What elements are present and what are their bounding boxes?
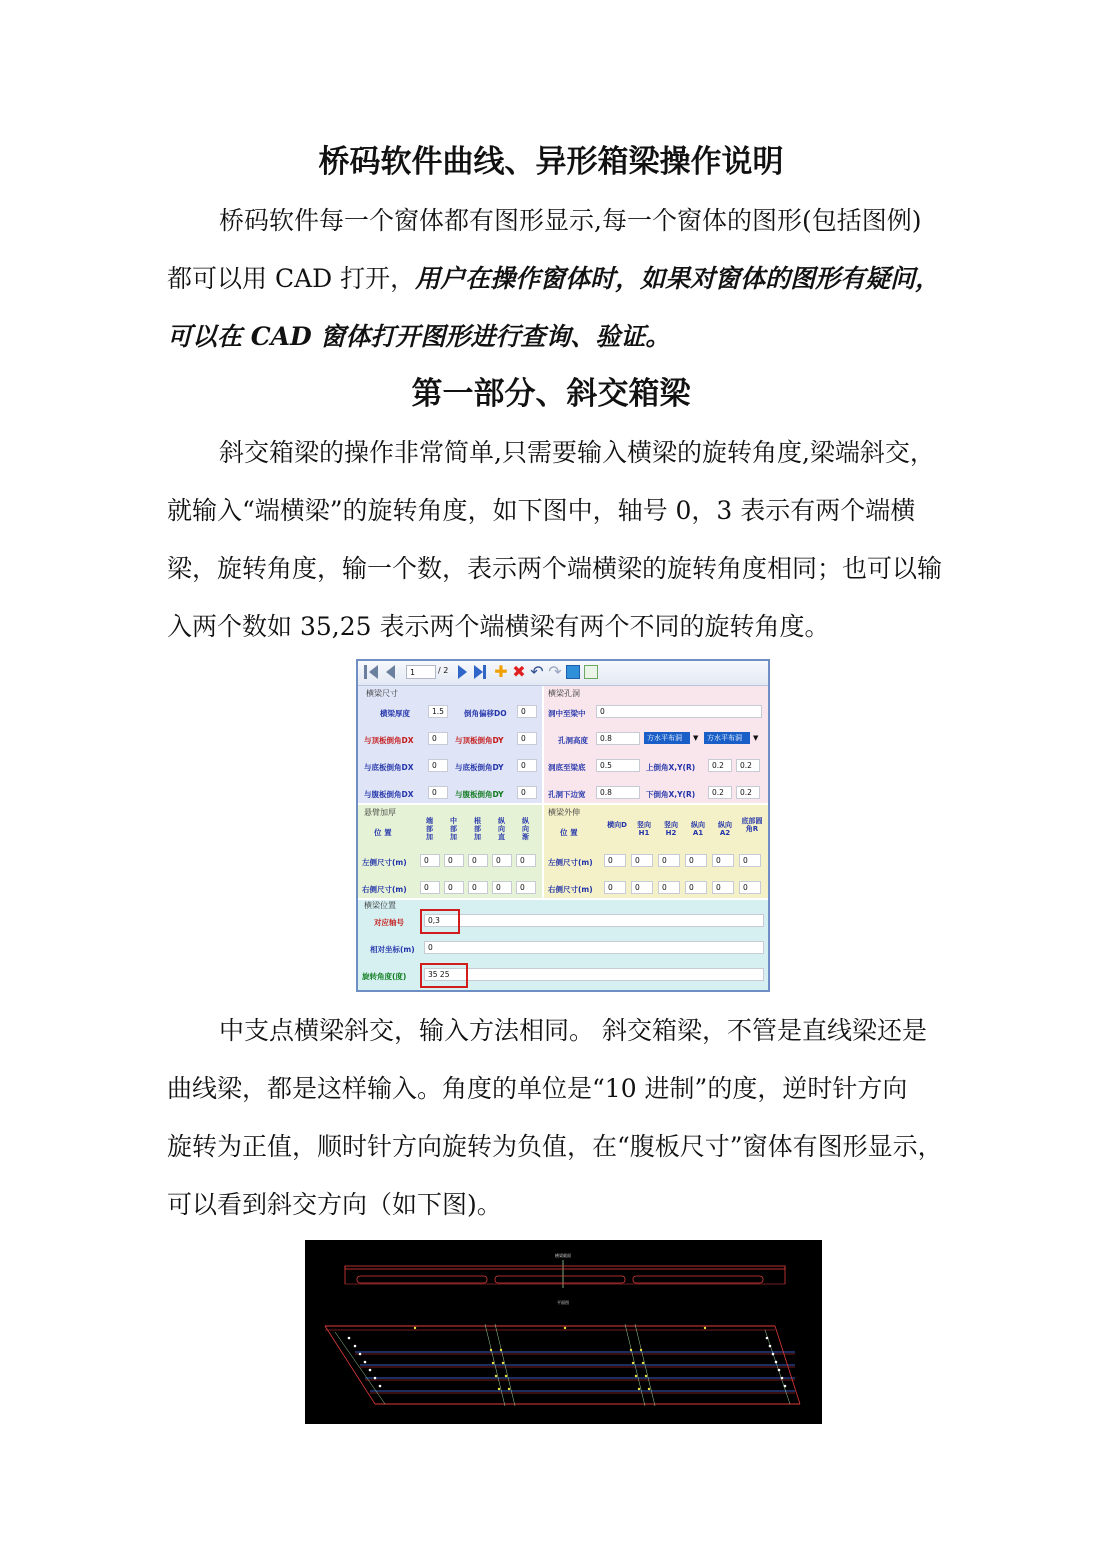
angle-highlight xyxy=(420,963,468,988)
section-heading: 第一部分、斜交箱梁 xyxy=(411,376,691,412)
extension-left-5[interactable]: 0 xyxy=(712,854,734,867)
p2-line-2: 曲线梁，都是这样输入。角度的单位是“10 进制”的度，逆时针方向 xyxy=(167,1074,908,1103)
extension-col-6: 底部圆角R xyxy=(741,817,763,833)
cad-box-1 xyxy=(357,1276,487,1283)
export-icon[interactable] xyxy=(584,665,598,679)
cad-graphic xyxy=(305,1240,822,1424)
web-dx-field[interactable]: 0 xyxy=(428,786,448,799)
thickness-label: 横梁厚度 xyxy=(380,709,410,718)
bottom-dx-field[interactable]: 0 xyxy=(428,759,448,772)
cantilever-right-5[interactable]: 0 xyxy=(516,881,536,894)
intro-line-3: 可以在 CAD 窗体打开图形进行查询、验证。 xyxy=(167,322,671,351)
add-icon[interactable]: ✚ xyxy=(494,662,508,681)
cantilever-position-label: 位 置 xyxy=(374,828,392,837)
hole-bottom-label: 洞底至梁底 xyxy=(548,763,586,772)
extension-right-1[interactable]: 0 xyxy=(604,881,626,894)
lower-chamfer-label: 下倒角X,Y(R) xyxy=(646,790,696,799)
intro-line-2-emph: 用户在操作窗体时，如果对窗体的图形有疑问， xyxy=(415,264,941,293)
extension-right-2[interactable]: 0 xyxy=(631,881,653,894)
cantilever-col-5: 纵向渐 xyxy=(522,817,529,841)
top-dy-field[interactable]: 0 xyxy=(517,732,537,745)
lower-chamfer-x-field[interactable]: 0.2 xyxy=(708,786,732,799)
cantilever-left-4[interactable]: 0 xyxy=(492,854,512,867)
web-dy-label: 与腹板倒角DY xyxy=(455,790,504,799)
confirm-icon[interactable] xyxy=(566,665,580,679)
page-total: / 2 xyxy=(438,666,449,675)
cad-yellow-dots xyxy=(414,1327,706,1390)
cantilever-right-label: 右侧尺寸(m) xyxy=(362,885,407,894)
lower-width-field[interactable]: 0.8 xyxy=(596,786,640,799)
extension-right-label: 右侧尺寸(m) xyxy=(548,885,593,894)
extension-left-4[interactable]: 0 xyxy=(685,854,707,867)
web-dy-field[interactable]: 0 xyxy=(517,786,537,799)
cantilever-right-2[interactable]: 0 xyxy=(444,881,464,894)
intro-paragraph xyxy=(167,192,957,366)
extension-col-1: 横向D xyxy=(607,821,627,829)
chevron-down-icon[interactable]: ▼ xyxy=(753,734,759,742)
coord-field[interactable]: 0 xyxy=(424,941,764,954)
upper-chamfer-label: 上倒角X,Y(R) xyxy=(646,763,696,772)
hole-center-label: 洞中至梁中 xyxy=(548,709,586,718)
thickness-field[interactable]: 1.5 xyxy=(428,705,448,718)
cantilever-col-4: 纵向直 xyxy=(498,817,505,841)
intro-line-2-plain: 都可以用 CAD 打开， xyxy=(167,264,416,293)
cad-box-3 xyxy=(633,1276,763,1283)
cantilever-left-2[interactable]: 0 xyxy=(444,854,464,867)
top-dy-label: 与顶板倒角DY xyxy=(455,736,504,745)
crossbeam-hole-panel xyxy=(544,686,768,803)
last-icon[interactable] xyxy=(474,665,486,679)
crossbeam-hole-title: 横梁孔洞 xyxy=(548,689,580,698)
bottom-dx-label: 与底板倒角DX xyxy=(364,763,414,772)
extension-panel xyxy=(544,805,768,898)
hole-bottom-field[interactable]: 0.5 xyxy=(596,759,640,772)
extension-col-4: 纵向A1 xyxy=(691,821,705,837)
p1-line-2: 就输入“端横梁”的旋转角度，如下图中，轴号 0，3 表示有两个端横 xyxy=(167,496,916,525)
angle-label: 旋转角度(度) xyxy=(362,972,407,981)
cad-box-2 xyxy=(495,1276,625,1283)
page-input[interactable]: 1 xyxy=(406,665,436,679)
p2-line-3: 旋转为正值，顺时针方向旋转为负值，在“腹板尺寸”窗体有图形显示， xyxy=(167,1132,943,1161)
extension-right-6[interactable]: 0 xyxy=(739,881,761,894)
hole-layout-select-1[interactable]: 方水平布洞 xyxy=(644,732,690,744)
redo-icon[interactable]: ↷ xyxy=(548,662,562,681)
axis-label: 对应轴号 xyxy=(374,918,404,927)
extension-left-3[interactable]: 0 xyxy=(658,854,680,867)
hole-center-field[interactable]: 0 xyxy=(596,705,762,718)
toolbar xyxy=(358,661,768,686)
extension-left-2[interactable]: 0 xyxy=(631,854,653,867)
cantilever-col-3: 根部加 xyxy=(474,817,481,841)
lower-chamfer-y-field[interactable]: 0.2 xyxy=(736,786,760,799)
next-icon[interactable] xyxy=(458,665,467,679)
cantilever-left-label: 左侧尺寸(m) xyxy=(362,858,407,867)
bottom-dy-field[interactable]: 0 xyxy=(517,759,537,772)
crossbeam-size-title: 横梁尺寸 xyxy=(366,689,398,698)
first-icon[interactable] xyxy=(364,665,377,679)
cad-plan-view xyxy=(325,1324,800,1406)
angle-field[interactable]: 35 25 xyxy=(424,968,764,981)
chamfer-offset-field[interactable]: 0 xyxy=(517,705,537,718)
chamfer-offset-label: 倒角偏移DO xyxy=(464,709,507,718)
extension-left-1[interactable]: 0 xyxy=(604,854,626,867)
hole-height-field[interactable]: 0.8 xyxy=(596,732,640,745)
web-dx-label: 与腹板倒角DX xyxy=(364,790,414,799)
p1-line-4: 入两个数如 35,25 表示两个端横梁有两个不同的旋转角度。 xyxy=(167,612,830,641)
upper-chamfer-x-field[interactable]: 0.2 xyxy=(708,759,732,772)
extension-left-6[interactable]: 0 xyxy=(739,854,761,867)
top-dx-label: 与顶板倒角DX xyxy=(364,736,414,745)
top-dx-field[interactable]: 0 xyxy=(428,732,448,745)
extension-right-3[interactable]: 0 xyxy=(658,881,680,894)
extension-right-4[interactable]: 0 xyxy=(685,881,707,894)
section1-paragraph-2 xyxy=(167,1002,957,1234)
lower-width-label: 孔洞下边宽 xyxy=(548,790,586,799)
cad-skew-left-2 xyxy=(335,1332,385,1404)
delete-icon[interactable]: ✖ xyxy=(512,662,526,681)
crossbeam-size-panel xyxy=(358,686,542,803)
cad-top-deck xyxy=(345,1266,785,1269)
cantilever-right-1[interactable]: 0 xyxy=(420,881,440,894)
extension-left-label: 左侧尺寸(m) xyxy=(548,858,593,867)
section1-paragraph-1 xyxy=(167,424,957,656)
extension-right-5[interactable]: 0 xyxy=(712,881,734,894)
cad-label-bottom: 平面图 xyxy=(557,1300,569,1305)
extension-col-3: 竖向H2 xyxy=(664,821,678,837)
undo-icon[interactable]: ↶ xyxy=(530,662,544,681)
cantilever-left-3[interactable]: 0 xyxy=(468,854,488,867)
extension-position-label: 位 置 xyxy=(560,828,578,837)
prev-icon[interactable] xyxy=(386,665,395,679)
position-title: 横梁位置 xyxy=(364,901,396,910)
crossbeam-window xyxy=(356,659,770,992)
cad-drawing xyxy=(305,1240,822,1424)
cantilever-col-2: 中部加 xyxy=(450,817,457,841)
position-panel xyxy=(358,900,768,992)
extension-col-5: 纵向A2 xyxy=(718,821,732,837)
cantilever-right-3[interactable]: 0 xyxy=(468,881,488,894)
p2-line-1: 中支点横梁斜交，输入方法相同。 斜交箱梁，不管是直线梁还是 xyxy=(219,1016,927,1045)
cantilever-panel xyxy=(358,805,542,898)
hole-height-label: 孔洞高度 xyxy=(558,736,588,745)
cad-label-top: 横梁截面 xyxy=(555,1253,571,1258)
document-title: 桥码软件曲线、异形箱梁操作说明 xyxy=(318,144,784,180)
bottom-dy-label: 与底板倒角DY xyxy=(455,763,504,772)
cantilever-title: 悬臂加厚 xyxy=(364,808,396,817)
p2-line-4: 可以看到斜交方向（如下图)。 xyxy=(167,1190,502,1219)
cantilever-right-4[interactable]: 0 xyxy=(492,881,512,894)
chevron-down-icon[interactable]: ▼ xyxy=(693,734,699,742)
intro-line-1: 桥码软件每一个窗体都有图形显示,每一个窗体的图形(包括图例) xyxy=(219,206,922,235)
cantilever-left-5[interactable]: 0 xyxy=(516,854,536,867)
axis-field[interactable]: 0,3 xyxy=(424,914,764,927)
p1-line-1: 斜交箱梁的操作非常简单,只需要输入横梁的旋转角度,梁端斜交， xyxy=(219,438,935,467)
p1-line-3: 梁，旋转角度，输一个数，表示两个端横梁的旋转角度相同；也可以输 xyxy=(167,554,943,583)
extension-col-2: 竖向H1 xyxy=(637,821,651,837)
cantilever-col-1: 端部加 xyxy=(426,817,433,841)
coord-label: 相对坐标(m) xyxy=(370,945,415,954)
extension-title: 横梁外伸 xyxy=(548,808,580,817)
axis-highlight xyxy=(420,909,460,934)
hole-layout-select-2[interactable]: 方水平布洞 xyxy=(704,732,750,744)
cantilever-left-1[interactable]: 0 xyxy=(420,854,440,867)
cad-dots xyxy=(348,1337,787,1388)
upper-chamfer-y-field[interactable]: 0.2 xyxy=(736,759,760,772)
